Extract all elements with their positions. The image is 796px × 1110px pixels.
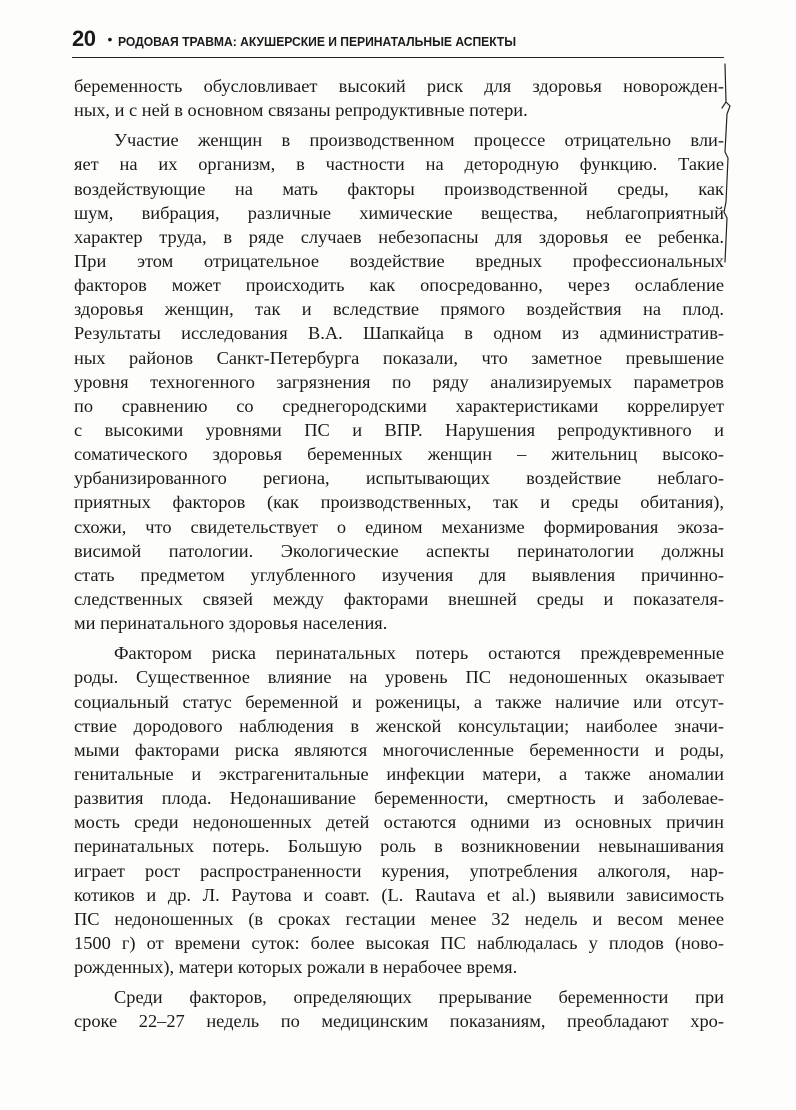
text-line: рожденных), матери которых рожали в нерабочее время. — [74, 957, 518, 978]
text-line: воздействующие на мать факторы производственной среды, как — [74, 178, 724, 199]
text-line: перинатальных потерь. Большую роль в возникновении невынашивания — [74, 836, 724, 857]
body-text — [74, 74, 724, 1033]
text-line: факторов может происходить как опосредованно, через ослабление — [74, 275, 724, 296]
text-line: характер труда, в ряде случаев небезопасны для здоровья ее ребенка. — [74, 226, 724, 247]
text-line: развития плода. Недонашивание беременности, смертность и заболевае- — [74, 788, 724, 809]
header-bullet: • — [107, 31, 113, 47]
page-number: 20 — [72, 26, 96, 51]
text-line: схожи, что свидетельствует о едином механизме формирования экоза- — [74, 516, 724, 537]
paragraph — [74, 74, 724, 122]
text-line: роды. Существенное влияние на уровень ПС недоношенных оказывает — [74, 667, 724, 688]
text-line: котиков и др. Л. Раутова и соавт. (L. Rautava et al.) выявили зависимость — [74, 884, 724, 905]
text-line: висимой патологии. Экологические аспекты перинатологии должны — [74, 540, 724, 561]
text-line: стать предметом углубленного изучения для выявления причинно- — [74, 564, 724, 585]
text-line: социальный статус беременной и роженицы, а также наличие или отсут- — [74, 691, 724, 712]
text-line: сроке 22–27 недель по медицинским показаниям, преобладают хро- — [74, 1011, 724, 1032]
text-line: здоровья женщин, так и вследствие прямого воздействия на плод. — [74, 299, 724, 320]
text-line: Результаты исследования В.А. Шапкайца в одном из административ- — [74, 323, 724, 344]
text-line: ствие дородового наблюдения в женской консультации; наиболее значи- — [74, 715, 724, 736]
text-line: приятных факторов (как производственных, так и среды обитания), — [74, 492, 724, 513]
text-line: уровня техногенного загрязнения по ряду анализируемых параметров — [74, 371, 724, 392]
text-line: Среди факторов, определяющих прерывание беременности при — [114, 987, 724, 1008]
running-head — [72, 26, 724, 54]
text-line: Участие женщин в производственном процессе отрицательно вли- — [114, 130, 724, 151]
text-line: мость среди недоношенных детей остаются одними из основных причин — [74, 812, 724, 833]
text-line: 1500 г) от времени суток: более высокая ПС наблюдалась у плодов (ново- — [74, 932, 724, 953]
header-rule — [72, 57, 724, 58]
text-line: играет рост распространенности курения, употребления алкоголя, нар- — [74, 860, 724, 881]
text-line: по сравнению со среднегородскими характеристиками коррелирует — [74, 395, 724, 416]
text-line: мыми факторами риска являются многочисленные беременности и роды, — [74, 739, 724, 760]
paragraph — [74, 985, 724, 1033]
running-title: РОДОВАЯ ТРАВМА: АКУШЕРСКИЕ И ПЕРИНАТАЛЬНЫЕ АСПЕКТЫ — [118, 34, 517, 49]
text-line: ПС недоношенных (в сроках гестации менее 32 недель и весом менее — [74, 908, 724, 929]
text-line: беременность обусловливает высокий риск для здоровья новорожден- — [74, 76, 724, 96]
text-line: урбанизированного региона, испытывающих воздействие неблаго- — [74, 468, 724, 489]
text-line: При этом отрицательное воздействие вредных профессиональных — [74, 250, 724, 271]
text-line: следственных связей между факторами внешней среды и показателя- — [74, 588, 724, 609]
text-line: шум, вибрация, различные химические вещества, неблагоприятный — [74, 202, 724, 223]
text-line: ных, и с ней в основном связаны репродуктивные потери. — [74, 100, 528, 121]
text-line: генитальные и экстрагенитальные инфекции матери, а также аномалии — [74, 763, 724, 784]
paragraph — [74, 128, 724, 635]
text-line: ми перинатального здоровья населения. — [74, 613, 388, 634]
paragraph — [74, 641, 724, 979]
text-line: Фактором риска перинатальных потерь остаются преждевременные — [114, 643, 724, 664]
text-line: яет на их организм, в частности на детородную функцию. Такие — [74, 154, 724, 175]
text-line: с высокими уровнями ПС и ВПР. Нарушения репродуктивного и — [74, 419, 724, 440]
text-line: соматического здоровья беременных женщин – жительниц высоко- — [74, 444, 724, 465]
text-line: ных районов Санкт-Петербурга показали, что заметное превышение — [74, 347, 724, 368]
